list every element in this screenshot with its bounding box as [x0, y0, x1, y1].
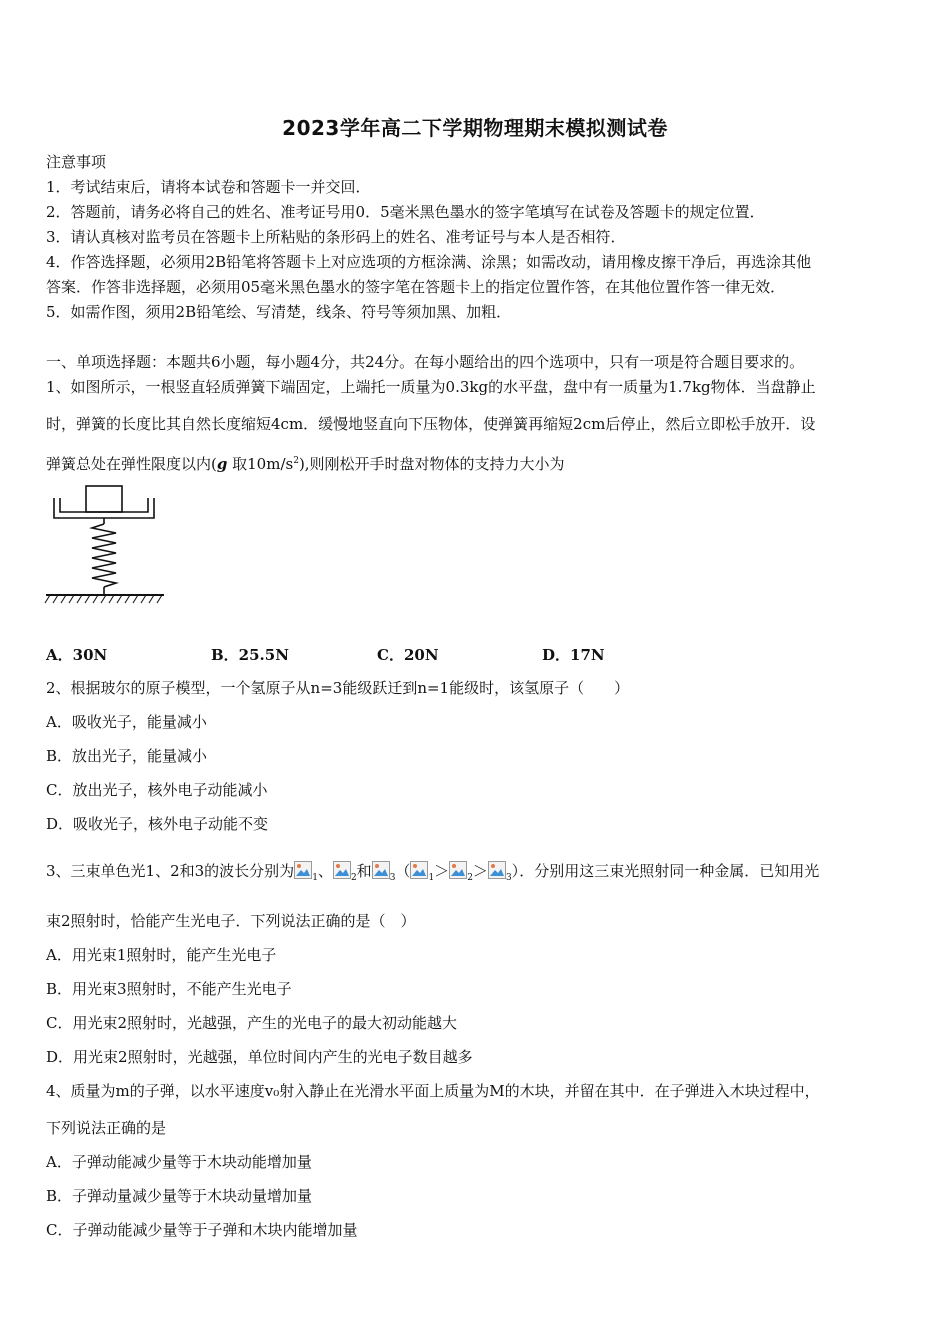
page-title: 2023学年高二下学期物理期末模拟测试卷 — [282, 116, 668, 140]
q4-stem-line1: 4、质量为m的子弹，以水平速度v₀射入静止在光滑水平面上质量为M的木块，并留在其中．在子弹进入木块过程中， — [46, 1082, 820, 1100]
q2-option-b[interactable]: B．放出光子，能量减小 — [46, 747, 208, 765]
notice-item-1: 1．考试结束后，请将本试卷和答题卡一并交回． — [46, 178, 371, 196]
q1-exponent: 2 — [293, 456, 299, 466]
q1-option-b[interactable]: B．25.5N — [211, 646, 289, 664]
q3-option-d[interactable]: D．用光束2照射时，光越强，单位时间内产生的光电子数目越多 — [46, 1048, 473, 1066]
q1-g-symbol: g — [216, 455, 228, 473]
spring-diagram — [44, 482, 168, 612]
broken-image-icon — [372, 861, 390, 879]
notice-item-3: 3．请认真核对监考员在答题卡上所粘贴的条形码上的姓名、准考证号与本人是否相符． — [46, 228, 626, 246]
q1-stem-line3 — [46, 451, 565, 474]
q3-option-a[interactable]: A．用光束1照射时，能产生光电子 — [46, 946, 277, 964]
q2-stem: 2、根据玻尔的原子模型，一个氢原子从n=3能级跃迁到n=1能级时，该氢原子（ ） — [46, 679, 630, 697]
notice-item-5: 5．如需作图，须用2B铅笔绘、写清楚，线条、符号等须加黑、加粗． — [46, 303, 512, 321]
q2-option-a[interactable]: A．吸收光子，能量减小 — [46, 713, 207, 731]
broken-image-icon — [294, 861, 312, 879]
q3-sub-2: 2 — [350, 873, 357, 883]
q3-sub-1: 1 — [312, 873, 318, 883]
q1-options — [46, 644, 906, 664]
q1-stem-line1: 1、如图所示，一根竖直轻质弹簧下端固定，上端托一质量为0.3kg的水平盘，盘中有一质量为1.7kg物体．当盘静止 — [46, 378, 816, 396]
q3-option-b[interactable]: B．用光束3照射时，不能产生光电子 — [46, 980, 292, 998]
broken-image-icon — [488, 861, 506, 879]
notice-item-4-cont: 答案．作答非选择题，必须用05毫米黑色墨水的签字笔在答题卡上的指定位置作答，在其他位置作答一律无效． — [46, 278, 786, 296]
section1-heading: 一、单项选择题：本题共6小题，每小题4分，共24分。在每小题给出的四个选项中，只有一项是符合题目要求的。 — [46, 353, 805, 371]
q3-option-c[interactable]: C．用光束2照射时，光越强，产生的光电子的最大初动能越大 — [46, 1014, 458, 1032]
q4-option-b[interactable]: B．子弹动量减少量等于木块动量增加量 — [46, 1187, 313, 1205]
notice-heading: 注意事项 — [46, 153, 107, 171]
q1-stem-line2: 时，弹簧的长度比其自然长度缩短4cm．缓慢地竖直向下压物体，使弹簧再缩短2cm后停止，然后立即松手放开．设 — [46, 415, 816, 433]
q3-stem-pre: 3、三束单色光1、2和3的波长分别为 — [46, 862, 295, 880]
q3-sub-3b: 3 — [505, 873, 512, 883]
q3-stem-line1 — [46, 861, 819, 888]
q3-gt-1: ＞ — [434, 862, 450, 880]
q1-option-a[interactable]: A．30N — [46, 646, 108, 664]
q1-line3-mid: 取10m/s — [227, 455, 294, 473]
q3-paren-close: ） — [511, 862, 520, 880]
q3-and: 和 — [356, 862, 372, 880]
q4-option-c[interactable]: C．子弹动能减少量等于子弹和木块内能增加量 — [46, 1221, 358, 1239]
q3-sub-3: 3 — [389, 873, 396, 883]
broken-image-icon — [333, 861, 351, 879]
q3-sub-2b: 2 — [467, 873, 473, 883]
broken-image-icon — [410, 861, 428, 879]
notice-item-2: 2．答题前，请务必将自己的姓名、准考证号用0．5毫米黑色墨水的签字笔填写在试卷及答题卡的规定位置． — [46, 203, 765, 221]
q3-stem-post: ．分别用这三束光照射同一种金属．已知用光 — [519, 862, 820, 880]
q1-option-d[interactable]: D．17N — [542, 646, 605, 664]
q4-option-a[interactable]: A．子弹动能减少量等于木块动能增加量 — [46, 1153, 312, 1171]
q3-paren-open: （ — [395, 862, 411, 880]
q1-line3-post: ),则刚松开手时盘对物体的支持力大小为 — [298, 455, 565, 473]
q2-option-d[interactable]: D．吸收光子，核外电子动能不变 — [46, 815, 269, 833]
q3-stem-line2: 束2照射时，恰能产生光电子．下列说法正确的是（ ） — [46, 912, 416, 930]
broken-image-icon — [449, 861, 467, 879]
q2-option-c[interactable]: C．放出光子，核外电子动能减小 — [46, 781, 268, 799]
q3-sub-1b: 1 — [428, 873, 435, 883]
q4-stem-line2: 下列说法正确的是 — [46, 1119, 167, 1137]
q1-option-c[interactable]: C．20N — [377, 646, 439, 664]
q3-separator: 、 — [317, 862, 333, 880]
notice-item-4: 4．作答选择题，必须用2B铅笔将答题卡上对应选项的方框涂满、涂黑；如需改动，请用橡皮擦干净后，再选涂其他 — [46, 253, 812, 271]
q1-line3-pre: 弹簧总处在弹性限度以内( — [46, 455, 217, 473]
q3-gt-2: ＞ — [472, 862, 488, 880]
